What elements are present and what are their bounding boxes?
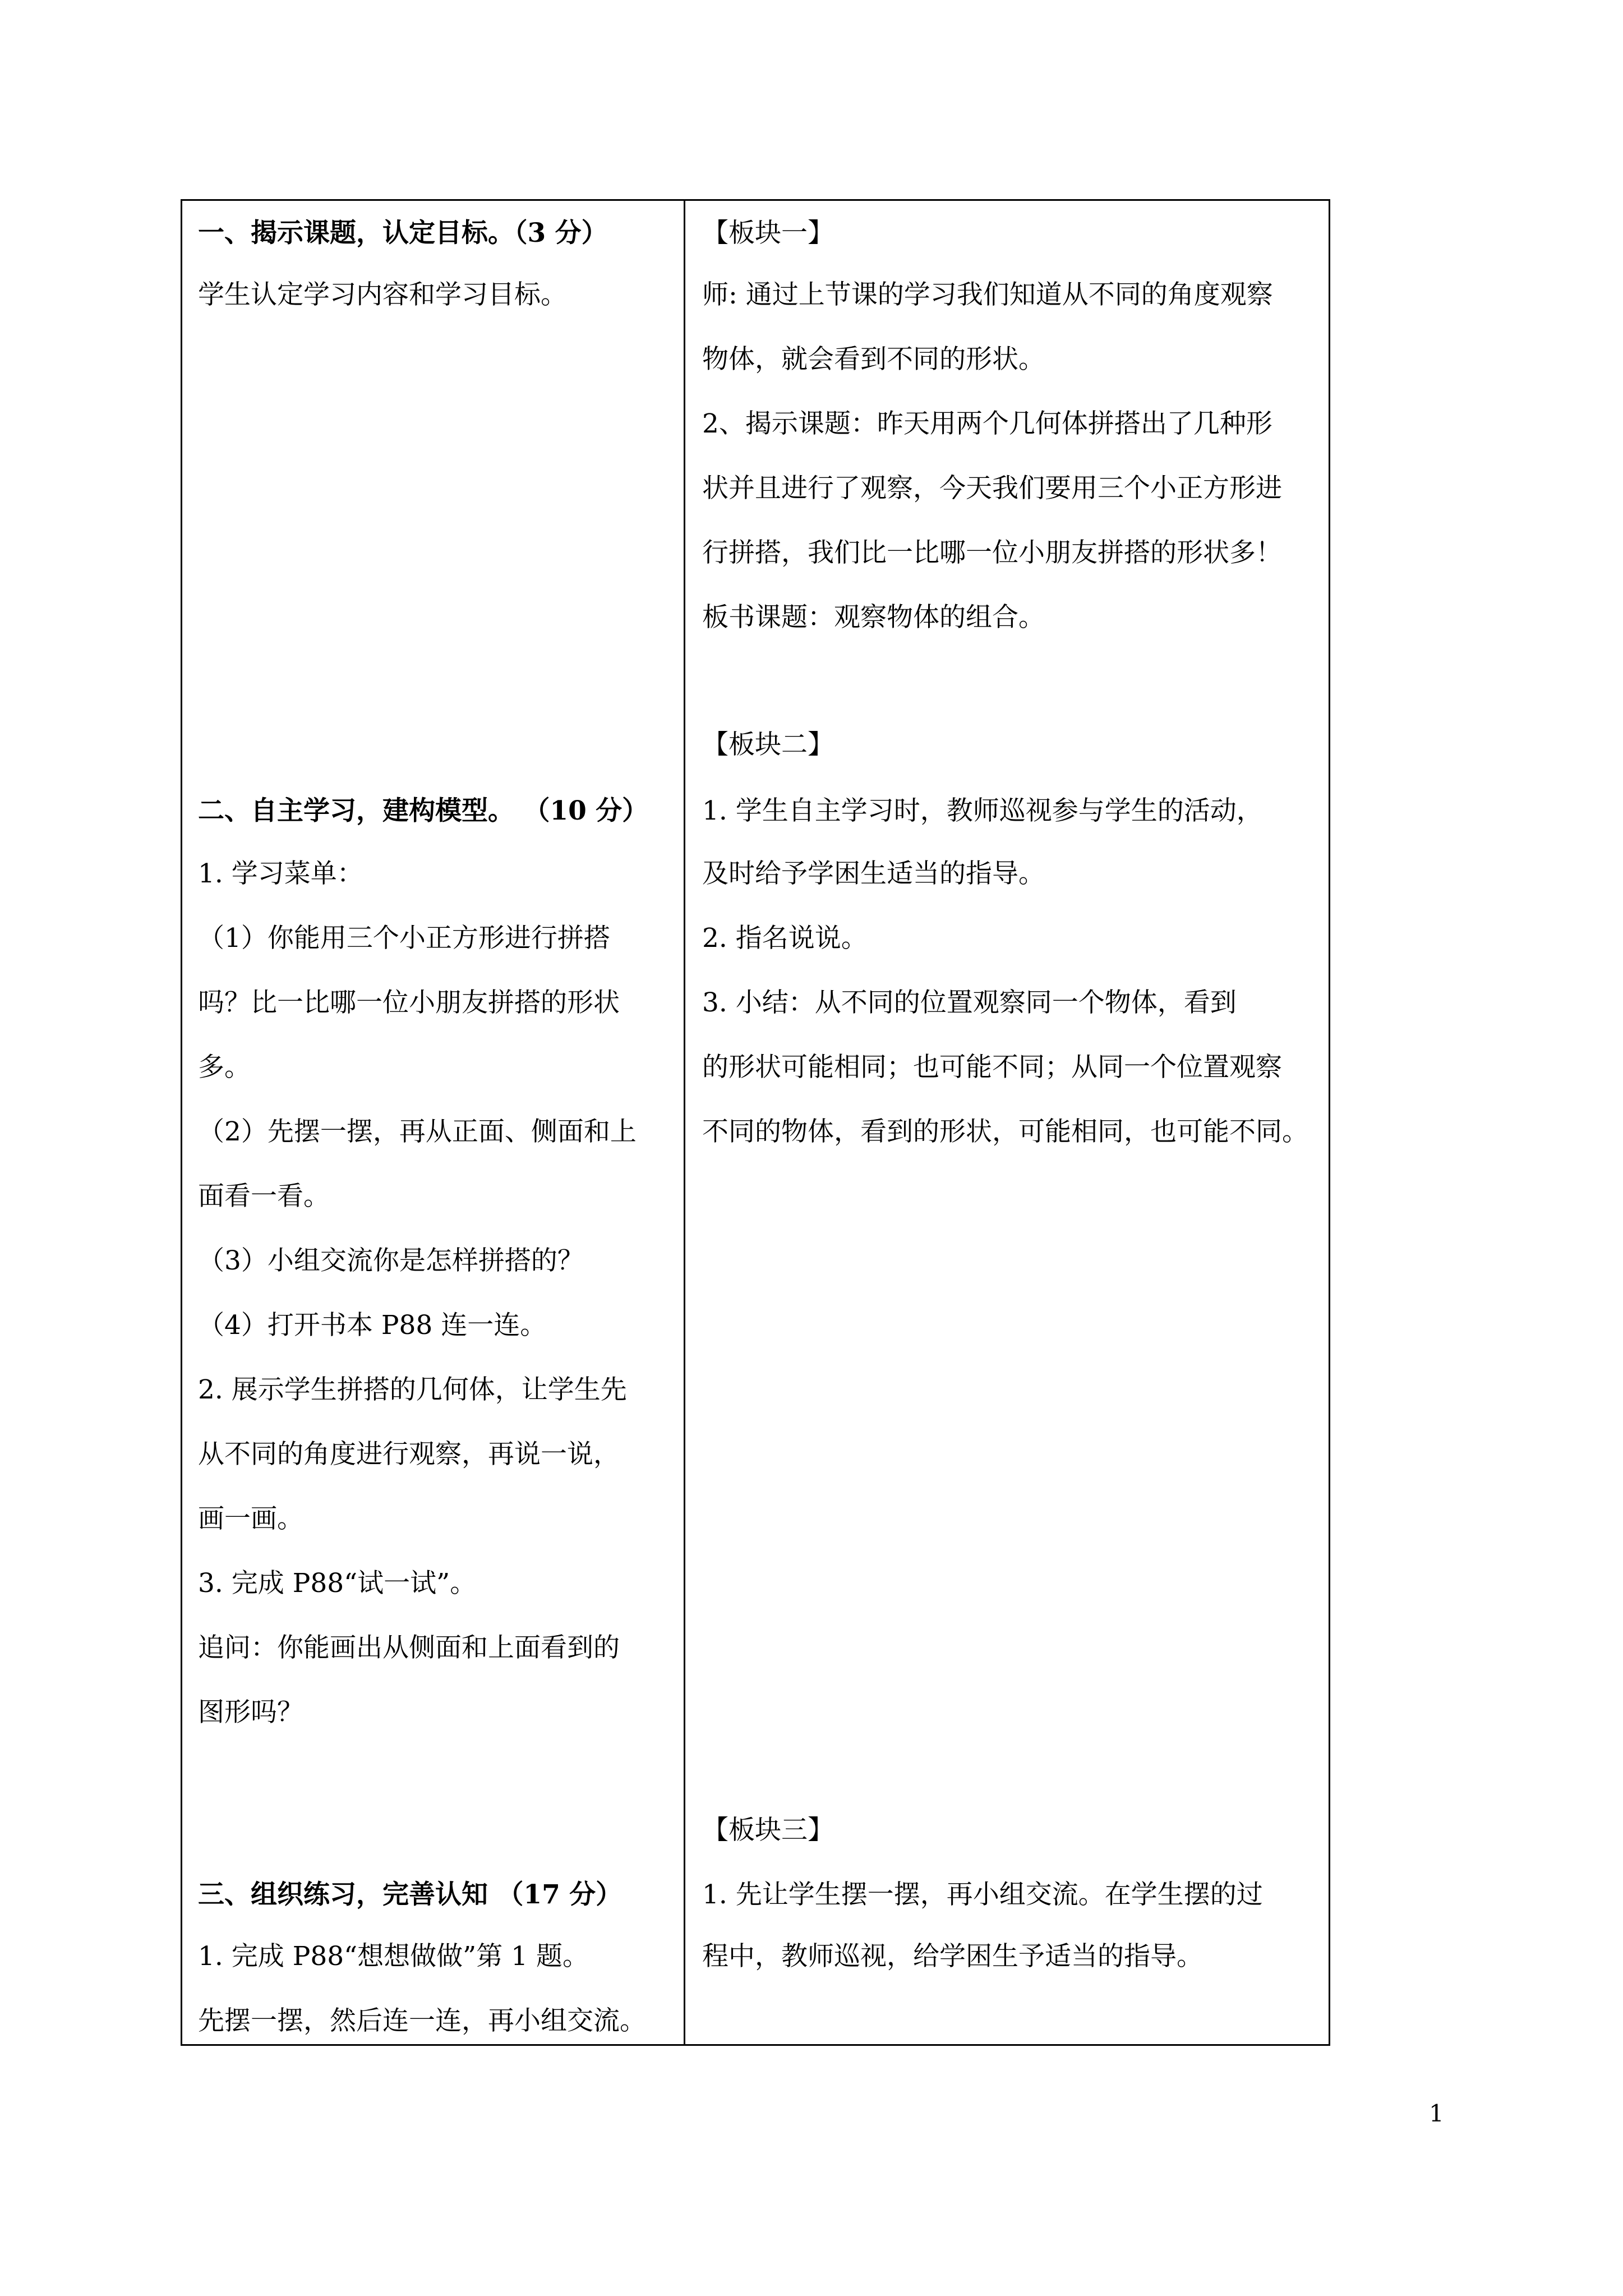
section2-body-line: 3. 完成 P88“试一试”。 [198, 1568, 477, 1599]
block1-body-line: 师: 通过上节课的学习我们知道从不同的角度观察 [702, 279, 1273, 310]
section2-body-line: 多。 [198, 1052, 251, 1083]
section2-body-line: （4）打开书本 P88 连一连。 [198, 1310, 547, 1341]
block2-body-line: 1. 学生自主学习时，教师巡视参与学生的活动， [702, 795, 1263, 826]
section2-body-line: 从不同的角度进行观察，再说一说， [198, 1439, 620, 1470]
section2-body-line: 1. 学习菜单： [198, 858, 363, 889]
block2-body-line: 2. 指名说说。 [702, 923, 868, 954]
column-divider [684, 201, 685, 2044]
block1-body-line: 2、揭示课题：昨天用两个几何体拼搭出了几种形 [702, 408, 1272, 439]
section2-body-line: 追问：你能画出从侧面和上面看到的 [198, 1632, 620, 1663]
block1-body-line: 行拼搭，我们比一比哪一位小朋友拼搭的形状多！ [702, 537, 1282, 568]
block2-body-line: 及时给予学困生适当的指导。 [702, 858, 1045, 889]
block2-body-line: 3. 小结：从不同的位置观察同一个物体，看到 [702, 987, 1237, 1018]
section2-body-line: （2）先摆一摆，再从正面、侧面和上 [198, 1116, 637, 1147]
section2-body-line: （1）你能用三个小正方形进行拼搭 [198, 923, 610, 954]
lesson-table [181, 199, 1330, 2046]
block3-title: 【板块三】 [702, 1815, 834, 1846]
section2-body-line: 2. 展示学生拼搭的几何体，让学生先 [198, 1374, 627, 1405]
section3-body-line: 1. 完成 P88“想想做做”第 1 题。 [198, 1941, 589, 1972]
section2-body-line: 图形吗？ [198, 1697, 303, 1728]
section2-body-line: 面看一看。 [198, 1181, 330, 1212]
section1-heading: 一、揭示课题，认定目标。（3 分） [198, 218, 608, 249]
section2-body-line: 画一画。 [198, 1503, 303, 1534]
block1-body-line: 板书课题：观察物体的组合。 [702, 602, 1045, 633]
section3-body-line: 先摆一摆，然后连一连，再小组交流。 [198, 2005, 646, 2036]
section2-body-line: （3）小组交流你是怎样拼搭的？ [198, 1245, 584, 1276]
block2-body-line: 的形状可能相同；也可能不同；从同一个位置观察 [702, 1052, 1282, 1083]
section2-heading: 二、自主学习，建构模型。 （10 分） [198, 795, 649, 826]
block2-body-line: 不同的物体，看到的形状，可能相同，也可能不同。 [702, 1116, 1308, 1147]
block3-body-line: 1. 先让学生摆一摆，再小组交流。在学生摆的过 [702, 1879, 1263, 1910]
block1-body-line: 物体，就会看到不同的形状。 [702, 344, 1045, 375]
section3-heading: 三、组织练习，完善认知 （17 分） [198, 1879, 623, 1910]
section2-body-line: 吗？比一比哪一位小朋友拼搭的形状 [198, 987, 620, 1018]
page-number: 1 [1429, 2100, 1444, 2127]
section1-body-line: 学生认定学习内容和学习目标。 [198, 279, 567, 310]
block3-body-line: 程中，教师巡视，给学困生予适当的指导。 [702, 1941, 1203, 1972]
block2-title: 【板块二】 [702, 729, 834, 760]
block1-body-line: 状并且进行了观察，今天我们要用三个小正方形进 [702, 473, 1282, 504]
block1-title: 【板块一】 [702, 218, 834, 249]
